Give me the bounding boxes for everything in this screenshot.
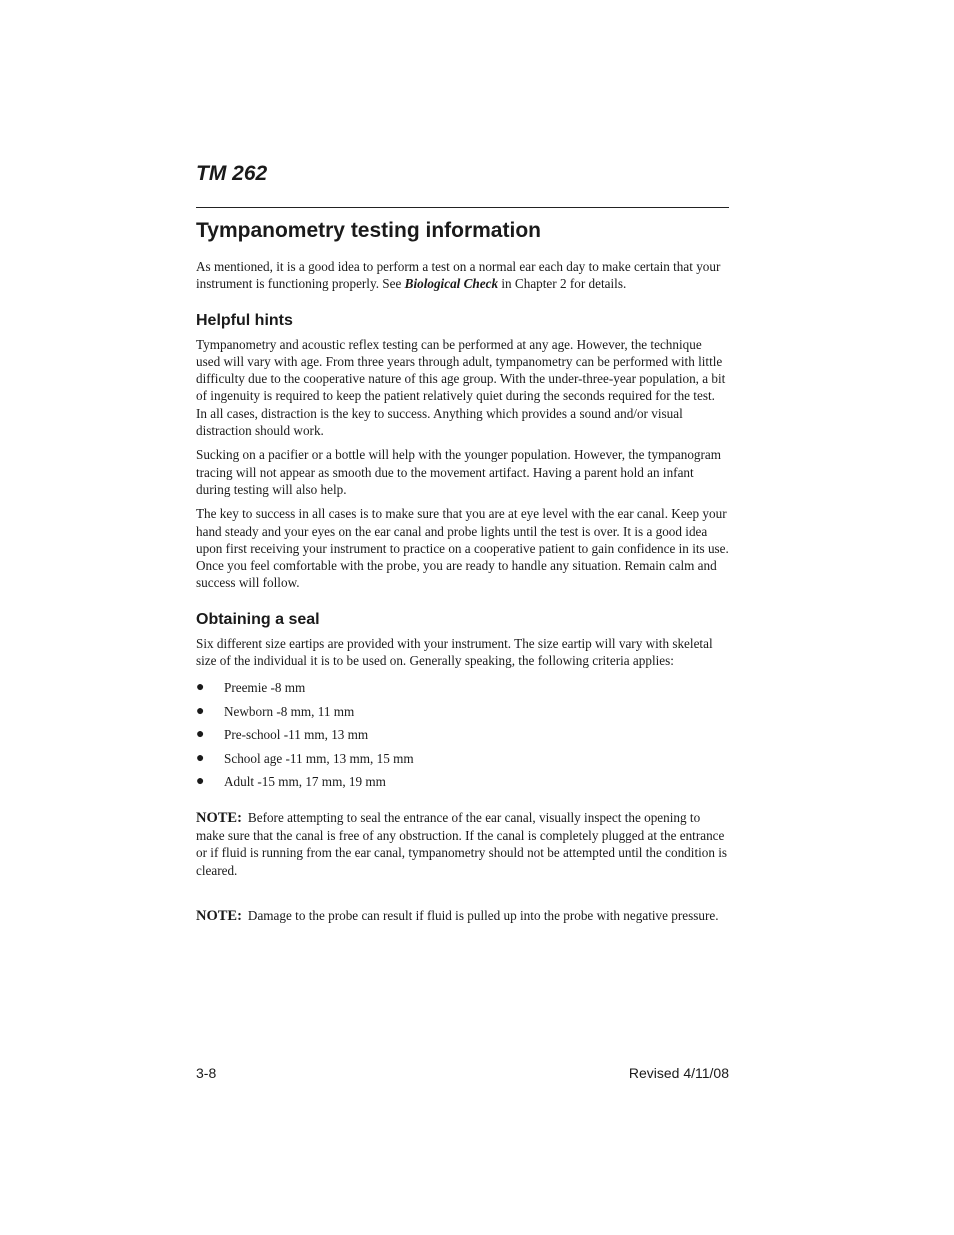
bullet-icon: ● [196,727,205,743]
list-item-text: Pre-school -11 mm, 13 mm [224,727,369,743]
page-number: 3-8 [196,1065,217,1081]
list-item-text: Newborn -8 mm, 11 mm [224,703,355,719]
intro-text-after: in Chapter 2 for details. [498,276,627,292]
hints-paragraph-2: Sucking on a pacifier or a bottle will help with the younger population. However, the tympanogram tracing will not appear as smooth due to the movement artifact. Having a parent hold an infant during testing will also help. [196,447,722,497]
page-content [196,216,729,932]
hints-paragraph-3: The key to success in all cases is to make sure that you are at eye level with the ear canal. Keep your hand steady and your eyes on the ear canal and probe lights until the test is over. It is a good idea upon first receiving your instrument to practice on a cooperative patient to gain confidence in its use. Once you feel comfortable with the probe, you are ready to handle any situation. Remain calm and success will follow. [196,506,729,591]
revision-date: Revised 4/11/08 [628,1065,729,1081]
note-text: Before attempting to seal the entrance of the ear canal, visually inspect the opening to make sure that the canal is free of any obstruction. If the canal is completely plugged at the entrance or if fluid is running from the ear canal, tympanometry should not be attempted until the condition is cleared. [196,809,728,878]
section-title: Tympanometry testing information [196,219,541,242]
list-item [196,726,729,750]
bullet-icon: ● [196,750,205,766]
note-probe-inspection [196,809,729,879]
bullet-icon: ● [196,703,205,719]
obtaining-seal-heading: Obtaining a seal [196,610,320,628]
biological-check-reference: Biological Check [404,276,499,292]
hints-paragraph-1: Tympanometry and acoustic reflex testing can be performed at any age. However, the technique used will vary with age. From three years through adult, tympanometry can be performed with little difficulty due to the cooperative nature of this age group. With the under-three-year population, a bit of ingenuity is required to keep the patient relatively quiet during the seconds required for the test. In all cases, distraction is the key to success. Anything which provides a sound and/or visual distraction should work. [196,336,726,439]
helpful-hints-heading: Helpful hints [196,311,293,329]
running-head-title: TM 262 [196,162,268,185]
note-label: NOTE: [196,809,242,826]
seal-paragraph: Six different size eartips are provided with your instrument. The size eartip will vary with skeletal size of the individual it is to be used on. Generally speaking, the following criteria applies: [196,635,713,669]
list-item [196,750,729,774]
note-label: NOTE: [196,908,242,925]
intro-paragraph [196,258,729,293]
bullet-icon: ● [196,774,205,790]
eartip-size-list [196,679,729,797]
intro-text-before: As mentioned, it is a good idea to perform a test on a normal ear each day to make certain that your instrument is functioning properly. See [196,259,721,292]
list-item [196,773,729,797]
header-rule [196,207,729,208]
note-text: Damage to the probe can result if fluid is pulled up into the probe with negative pressure. [247,908,719,924]
list-item-text: Preemie -8 mm [224,680,306,696]
list-item-text: Adult -15 mm, 17 mm, 19 mm [224,774,386,790]
list-item-text: School age -11 mm, 13 mm, 15 mm [224,750,414,766]
bullet-icon: ● [196,680,205,696]
note-probe-damage [196,907,729,925]
list-item [196,703,729,727]
list-item [196,679,729,703]
